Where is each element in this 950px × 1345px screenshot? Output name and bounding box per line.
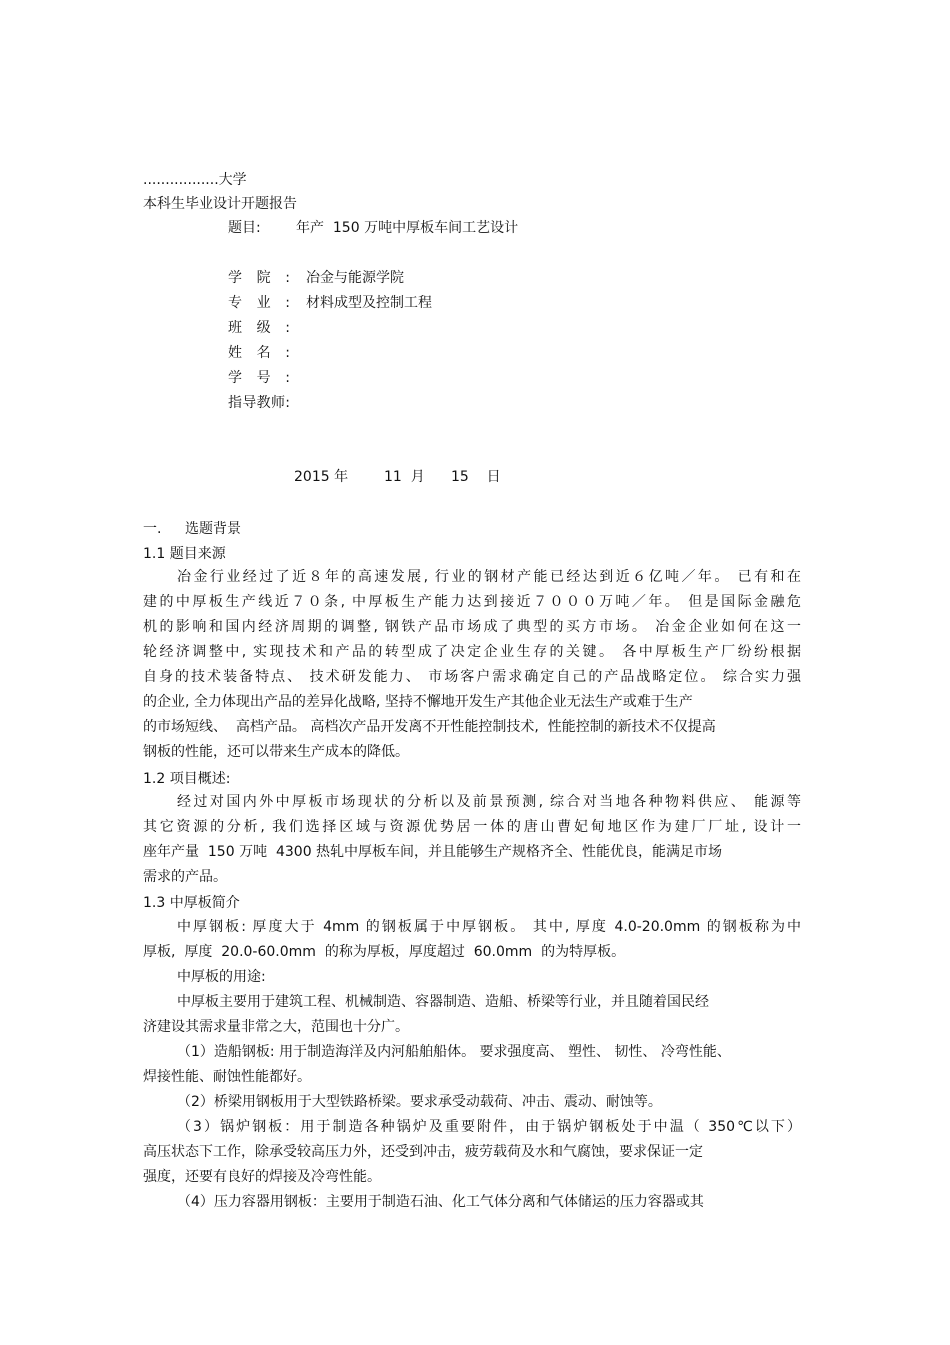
report-title: 本科生毕业设计开题报告 [143,196,297,212]
student-id-label: 学号: [228,370,290,386]
paragraph-line: 的市场短线、 高档产品。 高档次产品开发离不开性能控制技术, 性能控制的新技术不仅提高 [143,719,716,735]
date-day: 15 日 [451,469,501,485]
paragraph-line: 中厚板主要用于建筑工程、机械制造、容器制造、造船、桥梁等行业，并且随着国民经 [177,994,709,1010]
paragraph-line: 的企业, 全力体现出产品的差异化战略, 坚持不懈地开发生产其他企业无法生产或难于生产 [143,694,693,710]
advisor-label: 指导教师: [228,395,290,411]
paragraph-line: 需求的产品。 [143,869,227,885]
paragraph-line: 轮经济调整中, 实现技术和产品的转型成了决定企业生存的关键。 各中厚板生产厂纷纷根据 [143,644,801,660]
class-label: 班级: [228,320,290,336]
subsection-title: 1.3 中厚板简介 [143,895,240,911]
university-name: .................大学 [143,172,247,188]
paragraph-line: 济建设其需求量非常之大，范围也十分广。 [143,1019,409,1035]
section-number: 一. [143,521,162,537]
subsection-title: 1.1 题目来源 [143,546,226,562]
college-label: 学院: [228,270,290,286]
topic-label: 题目: [228,220,261,236]
paragraph-line: 中厚钢板: 厚度大于 4mm 的钢板属于中厚钢板。 其中, 厚度 4.0-20.0mm 的钢板称为中 [177,919,801,935]
paragraph-line: 机的影响和国内经济周期的调整, 钢铁产品市场成了典型的买方市场。 冶金企业如何在这一 [143,619,801,635]
list-item: （2）桥梁用钢板用于大型铁路桥梁。要求承受动载荷、冲击、震动、耐蚀等。 [177,1094,662,1110]
paragraph-line: 冶金行业经过了近８年的高速发展, 行业的钢材产能已经达到近６亿吨／年。 已有和在 [177,569,801,585]
paragraph-line: 经过对国内外中厚板市场现状的分析以及前景预测, 综合对当地各种物料供应、 能源等 [177,794,801,810]
list-item: 强度，还要有良好的焊接及冷弯性能。 [143,1169,381,1185]
paragraph-line: 自身的技术装备特点、 技术研发能力、 市场客户需求确定自己的产品战略定位。 综合实力强 [143,669,801,685]
paragraph-line: 钢板的性能，还可以带来生产成本的降低。 [143,744,409,760]
date-month: 11 月 [384,469,425,485]
topic-value: 年产 150 万吨中厚板车间工艺设计 [296,220,519,236]
paragraph-line: 厚板, 厚度 20.0-60.0mm 的称为厚板，厚度超过 60.0mm 的为特厚板。 [143,944,626,960]
major-label: 专业: [228,295,290,311]
paragraph-line: 中厚板的用途: [177,969,266,985]
section-heading: 选题背景 [185,521,241,537]
subsection-title: 1.2 项目概述: [143,771,231,787]
list-item: 焊接性能、耐蚀性能都好。 [143,1069,311,1085]
list-item: （1）造船钢板: 用于制造海洋及内河船舶船体。 要求强度高、 塑性、 韧性、 冷弯性能、 [177,1044,731,1060]
name-label: 姓名: [228,345,290,361]
date-year: 2015 年 [294,469,349,485]
list-item: 高压状态下工作，除承受较高压力外，还受到冲击，疲劳载荷及水和气腐蚀，要求保证一定 [143,1144,703,1160]
paragraph-line: 座年产量 150 万吨 4300 热轧中厚板车间，并且能够生产规格齐全、性能优良，能满足市场 [143,844,723,860]
paragraph-line: 建的中厚板生产线近７０条, 中厚板生产能力达到接近７０００万吨／年。 但是国际金融危 [143,594,801,610]
list-item: （3）锅炉钢板：用于制造各种锅炉及重要附件，由于锅炉钢板处于中温（ 350℃以下） [177,1119,801,1135]
college-value: 冶金与能源学院 [306,270,404,286]
list-item: （4）压力容器用钢板：主要用于制造石油、化工气体分离和气体储运的压力容器或其 [177,1194,704,1210]
paragraph-line: 其它资源的分析, 我们选择区域与资源优势居一体的唐山曹妃甸地区作为建厂厂址, 设计一 [143,819,801,835]
major-value: 材料成型及控制工程 [306,295,432,311]
